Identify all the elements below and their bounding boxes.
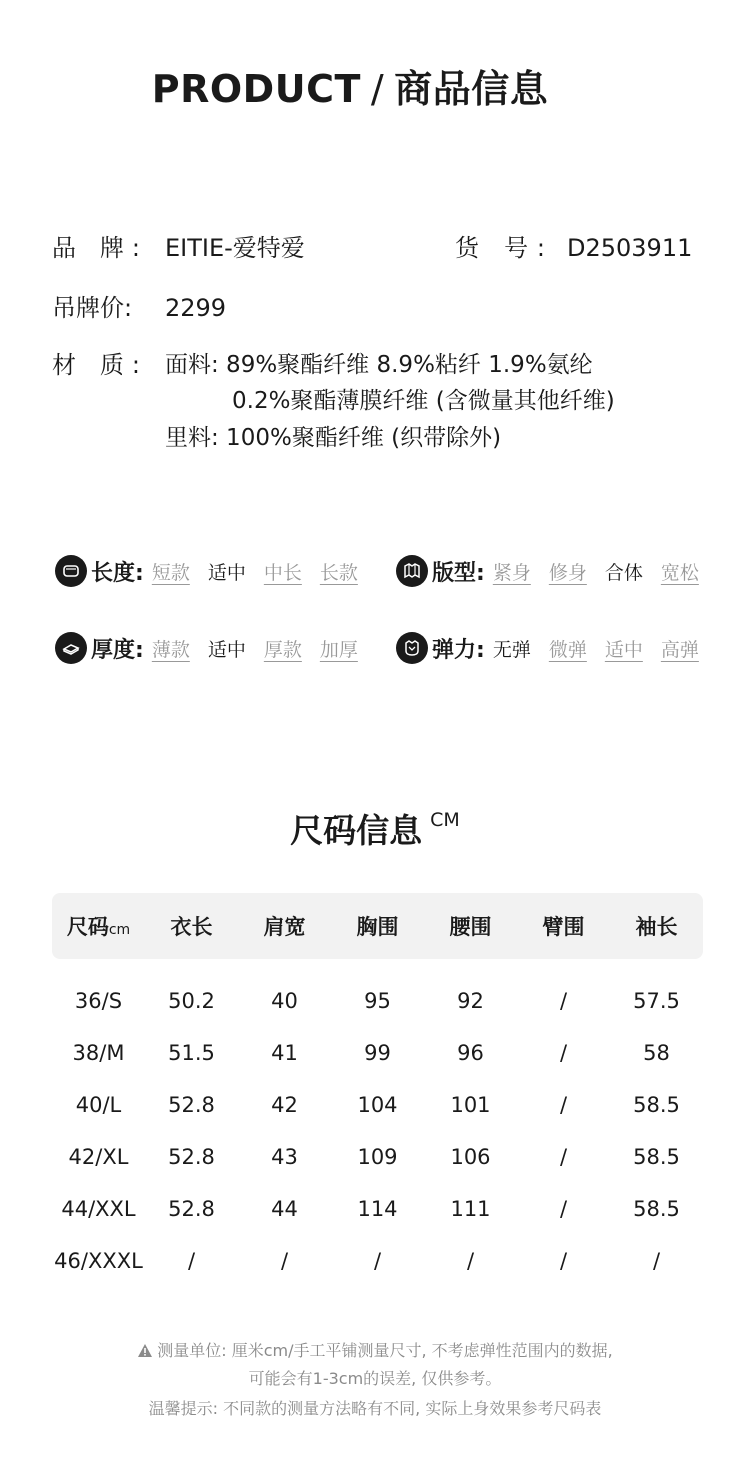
warning-icon [137, 1343, 153, 1358]
title-separator: / [370, 67, 385, 111]
table-cell: / [559, 1249, 568, 1273]
size-title-unit: CM [430, 809, 460, 831]
thickness-icon [55, 632, 87, 664]
table-cell: 58.5 [633, 1093, 680, 1117]
material-line-3: 里料: 100%聚酯纤维 (织带除外) [165, 425, 502, 451]
table-cell: 52.8 [168, 1145, 215, 1169]
option-high-stretch: 高弹 [660, 638, 699, 661]
table-cell: 36/S [74, 989, 123, 1013]
header-cell: 衣长 [170, 915, 213, 939]
size-title-text: 尺码信息 [290, 811, 423, 850]
table-row [52, 1183, 703, 1235]
note-line-2: 可能会有1-3cm的误差, 仅供参考。 [248, 1369, 502, 1388]
table-cell: / [559, 1197, 568, 1221]
table-cell: 58 [643, 1041, 670, 1065]
header-cell: 肩宽 [263, 915, 306, 939]
header-cell: 胸围 [356, 915, 399, 939]
table-cell: 95 [364, 989, 391, 1013]
sku-row [455, 228, 692, 263]
option-tight: 紧身 [492, 561, 531, 584]
table-row [52, 975, 703, 1027]
table-cell: 114 [357, 1197, 398, 1221]
sku-label: 货 号: [455, 234, 545, 262]
table-cell: / [187, 1249, 196, 1273]
option-short: 短款 [151, 561, 190, 584]
option-medium: 适中 [207, 561, 246, 584]
header-cell: 尺码cm [66, 915, 131, 939]
table-cell: 42/XL [68, 1145, 129, 1169]
option-thick: 厚款 [263, 638, 302, 661]
option-mid-long: 中长 [263, 561, 302, 584]
table-cell: / [373, 1249, 382, 1273]
material-line-2: 0.2%聚酯薄膜纤维 (含微量其他纤维) [232, 388, 615, 414]
table-cell: 111 [450, 1197, 491, 1221]
material-label: 材 质: [52, 351, 140, 379]
price-row [52, 288, 226, 323]
table-cell: 101 [450, 1093, 491, 1117]
material-line-1: 面料: 89%聚酯纤维 8.9%粘纤 1.9%氨纶 [165, 352, 593, 378]
table-cell: 109 [357, 1145, 398, 1169]
table-row [52, 1027, 703, 1079]
table-cell: 41 [271, 1041, 298, 1065]
table-header [52, 893, 703, 959]
attr-label: 长度: [91, 560, 144, 586]
table-cell: 50.2 [168, 989, 215, 1013]
table-cell: 40/L [75, 1093, 122, 1117]
table-cell: 38/M [72, 1041, 125, 1065]
table-cell: / [559, 1093, 568, 1117]
note-line-1 [0, 1338, 750, 1361]
option-no-stretch: 无弹 [492, 638, 531, 661]
size-table [52, 893, 703, 1287]
table-row [52, 1079, 703, 1131]
option-loose: 宽松 [660, 561, 699, 584]
table-body [52, 959, 703, 1287]
title-cn: 商品信息 [394, 67, 549, 111]
table-cell: / [652, 1249, 661, 1273]
header-cell: 臂围 [542, 915, 585, 939]
table-cell: / [559, 1145, 568, 1169]
table-cell: 99 [364, 1041, 391, 1065]
price-label: 吊牌价: [52, 294, 133, 322]
brand-value: EITIE-爱特爱 [165, 234, 305, 262]
table-cell: 92 [457, 989, 484, 1013]
table-cell: 57.5 [633, 989, 680, 1013]
option-slight-stretch: 微弹 [548, 638, 587, 661]
table-cell: 44 [271, 1197, 298, 1221]
option-medium-stretch: 适中 [604, 638, 643, 661]
elasticity-icon [396, 632, 428, 664]
option-slim: 修身 [548, 561, 587, 584]
table-cell: 40 [271, 989, 298, 1013]
length-icon [55, 555, 87, 587]
attr-thickness [55, 631, 358, 665]
option-regular: 合体 [604, 561, 643, 584]
table-cell: 106 [450, 1145, 491, 1169]
option-extra-thick: 加厚 [319, 638, 358, 661]
fit-icon [396, 555, 428, 587]
attr-length [55, 554, 358, 588]
table-cell: 104 [357, 1093, 398, 1117]
table-cell: 43 [271, 1145, 298, 1169]
brand-row [52, 228, 305, 263]
table-cell: / [280, 1249, 289, 1273]
header-cell: 腰围 [449, 915, 492, 939]
table-cell: / [559, 1041, 568, 1065]
table-cell: 42 [271, 1093, 298, 1117]
header-cell: 袖长 [635, 915, 678, 939]
table-cell: 58.5 [633, 1145, 680, 1169]
note-line-3: 温馨提示: 不同款的测量方法略有不同, 实际上身效果参考尺码表 [148, 1399, 602, 1418]
table-cell: 58.5 [633, 1197, 680, 1221]
price-value: 2299 [165, 294, 227, 322]
table-cell: 51.5 [168, 1041, 215, 1065]
note-text-1: 测量单位: 厘米cm/手工平铺测量尺寸, 不考虑弹性范围内的数据, [157, 1341, 613, 1360]
table-cell: 52.8 [168, 1093, 215, 1117]
attr-elasticity [396, 631, 699, 665]
attr-fit [396, 554, 699, 588]
sku-value: D2503911 [567, 234, 693, 262]
title-en: PRODUCT [151, 67, 361, 111]
table-row [52, 1235, 703, 1287]
table-cell: 46/XXXL [54, 1249, 143, 1273]
brand-label: 品 牌: [52, 234, 140, 262]
size-section-title [0, 805, 750, 852]
material-row [52, 345, 165, 380]
attr-label: 版型: [432, 560, 485, 586]
attr-label: 厚度: [91, 637, 144, 663]
table-cell: 44/XXL [61, 1197, 136, 1221]
page-title [0, 58, 700, 113]
table-cell: 96 [457, 1041, 484, 1065]
table-row [52, 1131, 703, 1183]
option-long: 长款 [319, 561, 358, 584]
table-cell: / [559, 989, 568, 1013]
table-cell: 52.8 [168, 1197, 215, 1221]
option-medium: 适中 [207, 638, 246, 661]
option-thin: 薄款 [151, 638, 190, 661]
table-cell: / [466, 1249, 475, 1273]
attr-label: 弹力: [432, 637, 485, 663]
